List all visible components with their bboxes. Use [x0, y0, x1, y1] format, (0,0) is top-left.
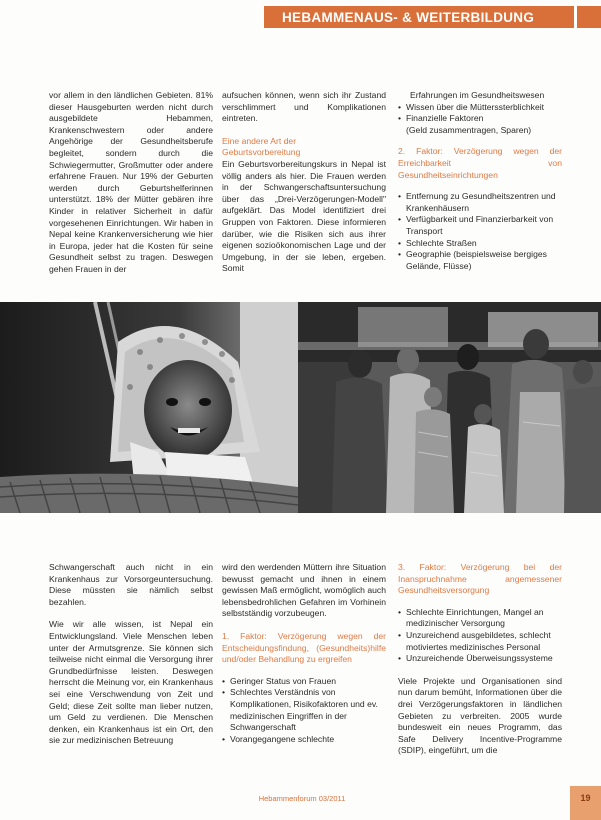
- photo-women-group: [298, 302, 601, 513]
- list-item: • Geringer Status von Frauen: [222, 676, 386, 688]
- top-column-2: [222, 90, 386, 275]
- top-column-1: [49, 90, 213, 276]
- magazine-footer: Hebammenforum 03/2011: [258, 794, 346, 803]
- list-continuation: Erfahrungen im Gesundheitswesen: [410, 90, 545, 100]
- list-item: • Geographie (beispielsweise bergiges Gelände, Flüsse): [398, 249, 562, 272]
- subheading: 3. Faktor: Verzögerung bei der Inanspruchnahme angemessener Gesundheitsversorgung: [398, 562, 562, 596]
- paragraph: aufsuchen können, wenn sich ihr Zustand verschlimmert und Komplikationen eintreten.: [222, 90, 386, 124]
- list-item: • Schlechtes Verständnis von Komplikationen, Risikofaktoren und ev. medizinischen Eingriffen in der Schwangerschaft: [222, 687, 386, 733]
- group-photo-image: [298, 302, 601, 513]
- list-item: • Finanzielle Faktoren: [398, 113, 562, 125]
- factor-list: [398, 102, 562, 125]
- paragraph: Schwangerschaft auch nicht in ein Krankenhaus zur Vorsorgeuntersuchung. Diese müssten sie nämlich selbst bezahlen.: [49, 562, 213, 607]
- paragraph: Ein Geburtsvorbereitungskurs in Nepal ist völlig anders als hier. Die Frauen werden in der Schwangerschaftsuntersuchung über das „Drei-Verzögerungen-Modell" aufgeklärt. Das Model identifiziert drei Gruppen von Faktoren. Diese informieren darüber, wie die Risiken sich aus ihrer eigenen sozioökonomischen Lage und der Umgebung, in der sie leben, ergeben. Somit: [222, 158, 386, 274]
- bottom-column-1: [49, 562, 213, 747]
- subheading: 2. Faktor: Verzögerung wegen der Erreichbarkeit von Gesundheitseinrichtungen: [398, 146, 562, 180]
- section-banner: [264, 6, 601, 28]
- paragraph: Wie wir alle wissen, ist Nepal ein Entwicklungsland. Viele Menschen leben unter der Armutsgrenze. Sie können sich teilweise nicht einmal die Versorgung ihrer Grundbedürfnisse leisten. Deswegen herrscht die Meinung vor, ein Krankenhaus sei eine Verschwendung von Zeit und Geld; diese Zeit sollte man lieber nutzen, um Geld zu verdienen. Die Menschen denken, ein Krankenhaus ist ein Ort, den sie zur medizinischen Betreuung: [49, 619, 213, 746]
- list-item: • Schlechte Einrichtungen, Mangel an medizinischer Versorgung: [398, 607, 562, 630]
- banner-stripe: [574, 6, 577, 28]
- list-item: • Unzureichende Überweisungssysteme: [398, 653, 562, 665]
- bottom-column-2: [222, 562, 386, 745]
- child-photo-image: [0, 302, 298, 513]
- factor-list: [398, 607, 562, 665]
- list-item: • Schlechte Straßen: [398, 238, 562, 250]
- paragraph: wird den werdenden Müttern ihre Situation bewusst gemacht und ihnen in einem gewissen Maß ermöglicht, womöglich auch lebensbedrohlichen Gefahren im Vorhinein selbstständig vorzubeugen.: [222, 562, 386, 619]
- list-item: • Verfügbarkeit und Finanzierbarkeit von Transport: [398, 214, 562, 237]
- subheading: Eine andere Art der Geburtsvorbereitung: [222, 135, 301, 158]
- section-title: HEBAMMENAUS- & WEITERBILDUNG: [282, 9, 535, 25]
- photo-child-in-basket: [0, 302, 298, 513]
- bottom-column-3: [398, 562, 562, 757]
- list-item: • Entfernung zu Gesundheitszentren und Krankenhäusern: [398, 191, 562, 214]
- paragraph: vor allem in den ländlichen Gebieten. 81% dieser Hausgeburten werden nicht durch ausgebildete Hebammen, Krankenschwestern oder andere Angehörige der Gesundheitsberufe begleitet, sondern durch die Schwiegermutter, Großmutter oder andere erfahrene Frauen. Nur 19% der Geburten werden durch Geburtshelferinnen unterstützt. 18% der Mütter gebären ihre Kinder in relativer Sicherheit in dafür vorgesehenen Einrichtungen. Wir haben in Nepal keine Krankenversicherung wie hier in Europa, jeder hat die Kosten für seine Gesundheit selbst zu tragen. Deswegen gehen Frauen in der: [49, 90, 213, 274]
- subheading: 1. Faktor: Verzögerung wegen der Entscheidungsfindung, (Gesundheits)hilfe und/oder Behandlung zu ergreifen: [222, 630, 386, 665]
- page-number: 19: [570, 786, 601, 820]
- factor-list: [222, 676, 386, 746]
- list-continuation: (Geld zusammentragen, Sparen): [406, 124, 532, 135]
- factor-list: [398, 191, 562, 272]
- list-item: • Vorangegangene schlechte: [222, 734, 386, 746]
- list-item: • Unzureichend ausgebildetes, schlecht motiviertes medizinisches Personal: [398, 630, 562, 653]
- top-column-3: [398, 90, 562, 272]
- list-item: • Wissen über die Mütterssterblichkeit: [398, 102, 562, 114]
- paragraph: Viele Projekte und Organisationen sind nun darum bemüht, Informationen über die drei Verzögerungsfaktoren in ländlichen Gebieten zu verbreiten. 2005 wurde bundesweit ein neues Programm, das Safe Delivery Incentive-Programme (SDIP), eingeführt, um die: [398, 675, 562, 756]
